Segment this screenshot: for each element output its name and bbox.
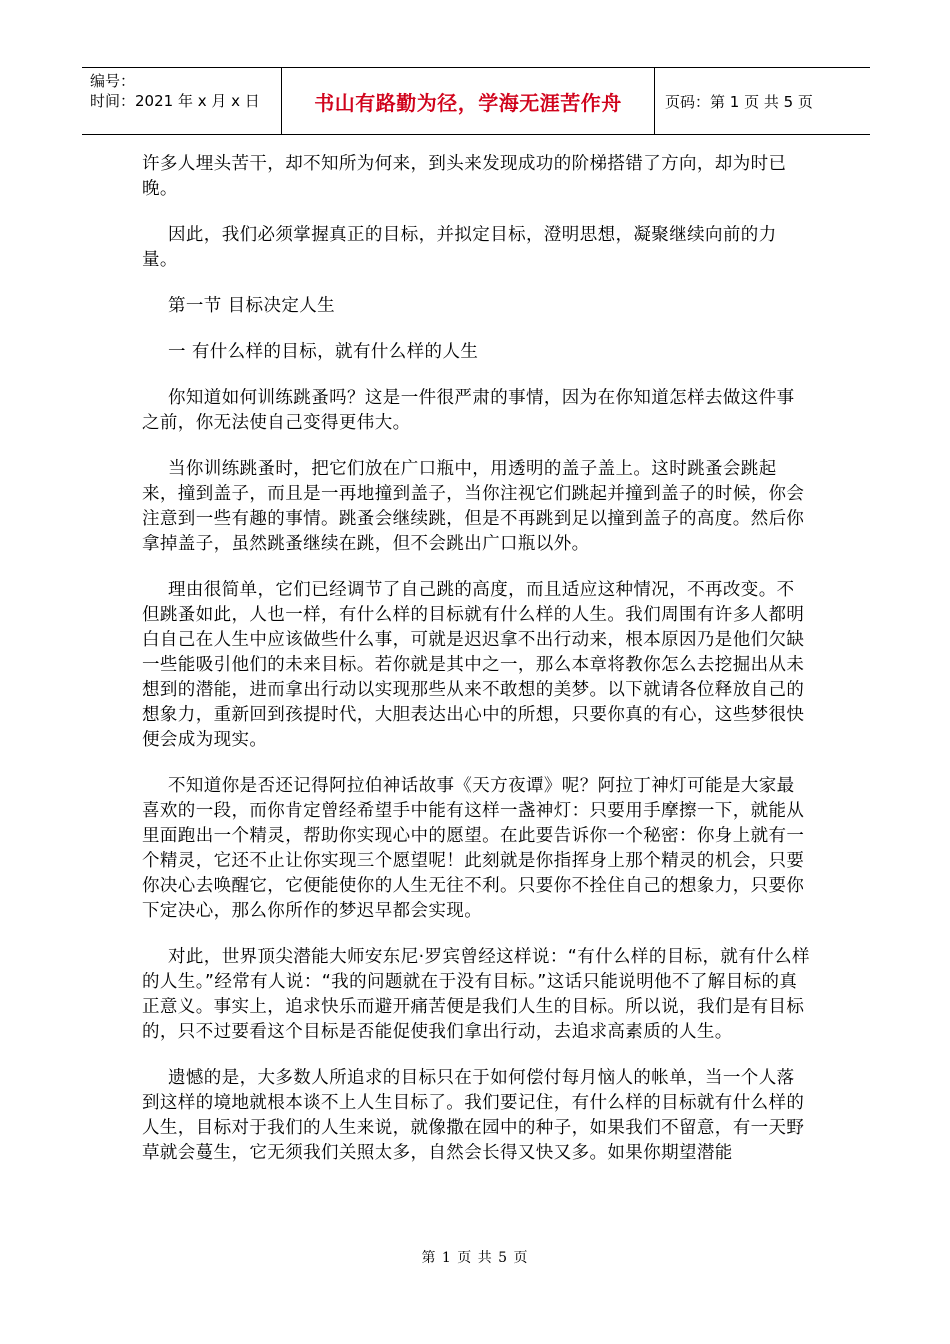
- header-page-info: 页码：第 1 页 共 5 页: [665, 92, 813, 111]
- document-header: [82, 67, 870, 135]
- paragraph: 遗憾的是，大多数人所追求的目标只在于如何偿付每月恼人的帐单，当一个人落到这样的境地就根本谈不上人生目标了。我们要记住，有什么样的目标就有什么样的人生，目标对于我们的人生来说，就像撒在园中的种子，如果我们不留意，有一天野草就会蔓生，它无须我们关照太多，自然会长得又快又多。如果你期望潜能: [142, 1068, 805, 1163]
- paragraph: 对此，世界顶尖潜能大师安东尼·罗宾曾经这样说：“有什么样的目标，就有什么样的人生。”经常有人说：“我的问题就在于没有目标。”这话只能说明他不了解目标的真正意义。事实上，追求快乐而避开痛苦便是我们人生的目标。所以说，我们是有目标的，只不过要看这个目标是否能促使我们拿出行动，去追求高素质的人生。: [142, 947, 810, 1042]
- section-heading: 第一节 目标决定人生: [168, 296, 336, 316]
- paragraph: 许多人埋头苦干，却不知所为何来，到头来发现成功的阶梯搭错了方向，却为时已晚。: [142, 154, 787, 199]
- paragraph: 当你训练跳蚤时，把它们放在广口瓶中，用透明的盖子盖上。这时跳蚤会跳起来，撞到盖子，而且是一再地撞到盖子，当你注视它们跳起并撞到盖子的时候，你会注意到一些有趣的事情。跳蚤会继续跳，但是不再跳到足以撞到盖子的高度。然后你拿掉盖子，虽然跳蚤继续在跳，但不会跳出广口瓶以外。: [142, 459, 805, 554]
- paragraph: 不知道你是否还记得阿拉伯神话故事《天方夜谭》呢？阿拉丁神灯可能是大家最喜欢的一段，而你肯定曾经希望手中能有这样一盏神灯：只要用手摩擦一下，就能从里面跑出一个精灵，帮助你实现心中的愿望。在此要告诉你一个秘密：你身上就有一个精灵，它还不止让你实现三个愿望呢！此刻就是你指挥身上那个精灵的机会，只要你决心去唤醒它，它便能使你的人生无往不利。只要你不拴住自己的想象力，只要你下定决心，那么你所作的梦迟早都会实现。: [142, 776, 805, 921]
- document-number-label: 编号：: [90, 72, 136, 90]
- document-body: [142, 152, 812, 1187]
- header-info-cell: [82, 68, 282, 134]
- paragraph: 因此，我们必须掌握真正的目标，并拟定目标，澄明思想，凝聚继续向前的力量。: [142, 225, 777, 270]
- page-footer: 第 1 页 共 5 页: [421, 1250, 529, 1266]
- document-date-label: 时间：2021 年 x 月 x 日: [90, 92, 260, 110]
- paragraph: 你知道如何训练跳蚤吗？这是一件很严肃的事情，因为在你知道怎样去做这件事之前，你无法使自己变得更伟大。: [142, 388, 795, 433]
- header-motto: 书山有路勤为径，学海无涯苦作舟: [282, 68, 655, 134]
- subsection-heading: 一 有什么样的目标，就有什么样的人生: [168, 342, 479, 362]
- paragraph: 理由很简单，它们已经调节了自己跳的高度，而且适应这种情况，不再改变。不但跳蚤如此，人也一样，有什么样的目标就有什么样的人生。我们周围有许多人都明白自己在人生中应该做些什么事，可就是迟迟拿不出行动来，根本原因乃是他们欠缺一些能吸引他们的未来目标。若你就是其中之一，那么本章将教你怎么去挖掘出从未想到的潜能，进而拿出行动以实现那些从来不敢想的美梦。以下就请各位释放自己的想象力，重新回到孩提时代，大胆表达出心中的所想，只要你真的有心，这些梦很快便会成为现实。: [142, 580, 805, 750]
